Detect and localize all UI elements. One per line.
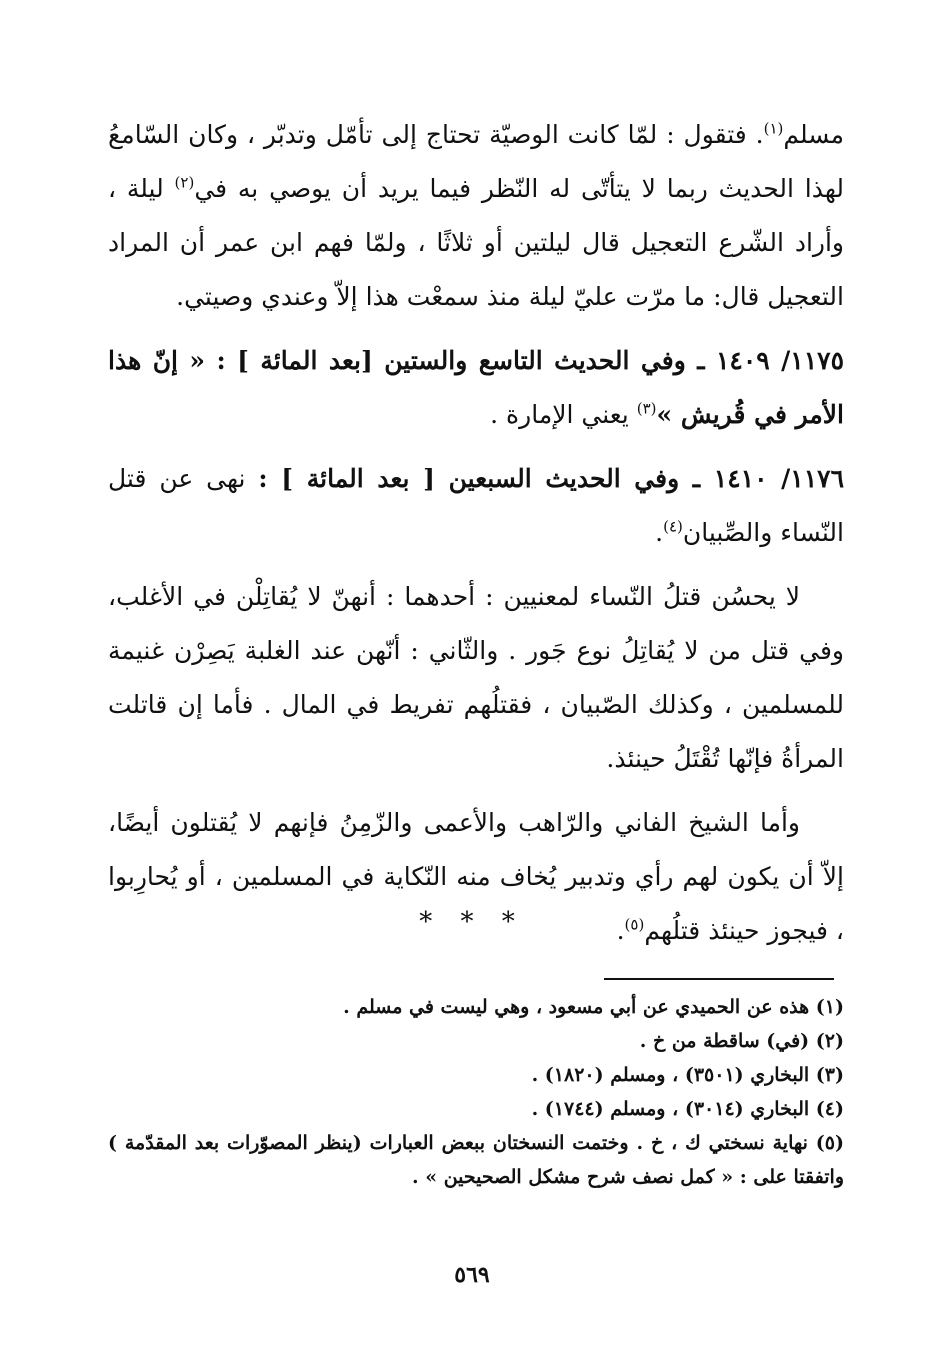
footnotes bbox=[108, 990, 844, 1194]
paragraph-1 bbox=[108, 108, 844, 324]
page-number: ٥٦٩ bbox=[454, 1262, 490, 1288]
footnote-5: (٥) نهاية نسختي ك ، خ . وختمت النسختان ببعض العبارات (ينظر المصوّرات بعد المقدّمة ) واتفقتا على : « كمل نصف شرح مشكل الصحيحين » . bbox=[108, 1132, 844, 1188]
text-run: ليلة ، وأراد الشّرع التعجيل قال ليلتين أو ثلاثًا ، ولمّا فهم ابن عمر أن المراد التعجيل قال: ما مرّت عليّ ليلة منذ سمعْت هذا إلاّ وعندي وصيتي. bbox=[108, 174, 844, 311]
footnote-divider bbox=[604, 978, 834, 980]
hadith-heading: ١١٧٦/ ١٤١٠ ـ وفي الحديث السبعين [ بعد المائة ] : bbox=[258, 464, 844, 493]
footnote-ref-3: (٣) bbox=[636, 399, 657, 418]
main-text bbox=[108, 108, 844, 968]
paragraph-4 bbox=[108, 570, 844, 786]
hadith-text: نهى عن قتل النّساء والصِّبيان bbox=[108, 464, 844, 547]
hadith-1176 bbox=[108, 452, 844, 560]
footnote-2: (٢) (في) ساقطة من خ . bbox=[639, 1030, 844, 1052]
footnote-ref-5: (٥) bbox=[624, 915, 645, 934]
footnote-1: (١) هذه عن الحميدي عن أبي مسعود ، وهي ليست في مسلم . bbox=[343, 996, 844, 1018]
hadith-1175 bbox=[108, 334, 844, 442]
text-run: . bbox=[616, 916, 625, 945]
text-run: مسلم bbox=[783, 120, 844, 149]
footnote-4: (٤) البخاري (٣٠١٤) ، ومسلم (١٧٤٤) . bbox=[531, 1098, 844, 1120]
footnote-ref-2: (٢) bbox=[174, 173, 195, 192]
text-run: وأما الشيخ الفاني والرّاهب والأعمى والزّمِنُ فإنهم لا يُقتلون أيضًا، إلاّ أن يكون لهم رأي وتدبير يُخاف منه النّكاية في المسلمين ، أو يُحارِبوا ، فيجوز حينئذ قتلُهم bbox=[108, 808, 844, 945]
footnote-ref-4: (٤) bbox=[663, 517, 683, 536]
footnote-3: (٣) البخاري (٣٥٠١) ، ومسلم (١٨٢٠) . bbox=[531, 1064, 844, 1086]
hadith-text: يعني الإمارة . bbox=[490, 400, 637, 429]
text-run: لا يحسُن قتلُ النّساء لمعنيين : أحدهما : أنهنّ لا يُقاتِلْن في الأغلب، وفي قتل من لا يُقاتِلُ نوع جَور . والثّاني : أنّهن عند الغلبة يَصِرْن غنيمة للمسلمين ، وكذلك الصّبيان ، فقتلُهم تفريط في المال . فأما إن قاتلت المرأةُ فإنّها تُقْتَلُ حينئذ. bbox=[108, 582, 844, 773]
text-run: . bbox=[655, 518, 664, 547]
section-separator: * * * bbox=[419, 907, 525, 937]
hadith-heading: ١١٧٥/ ١٤٠٩ ـ وفي الحديث التاسع والستين [بعد المائة ] : « إنّ هذا الأمر في قُريش » bbox=[108, 346, 844, 429]
footnote-ref-1: (١) bbox=[763, 119, 784, 138]
text-run: . فتقول : لمّا كانت الوصيّة تحتاج إلى تأمّل وتدبّر ، وكان السّامعُ لهذا الحديث ربما لا يتأتّى له النّظر فيما يريد أن يوصي به في bbox=[108, 120, 844, 203]
